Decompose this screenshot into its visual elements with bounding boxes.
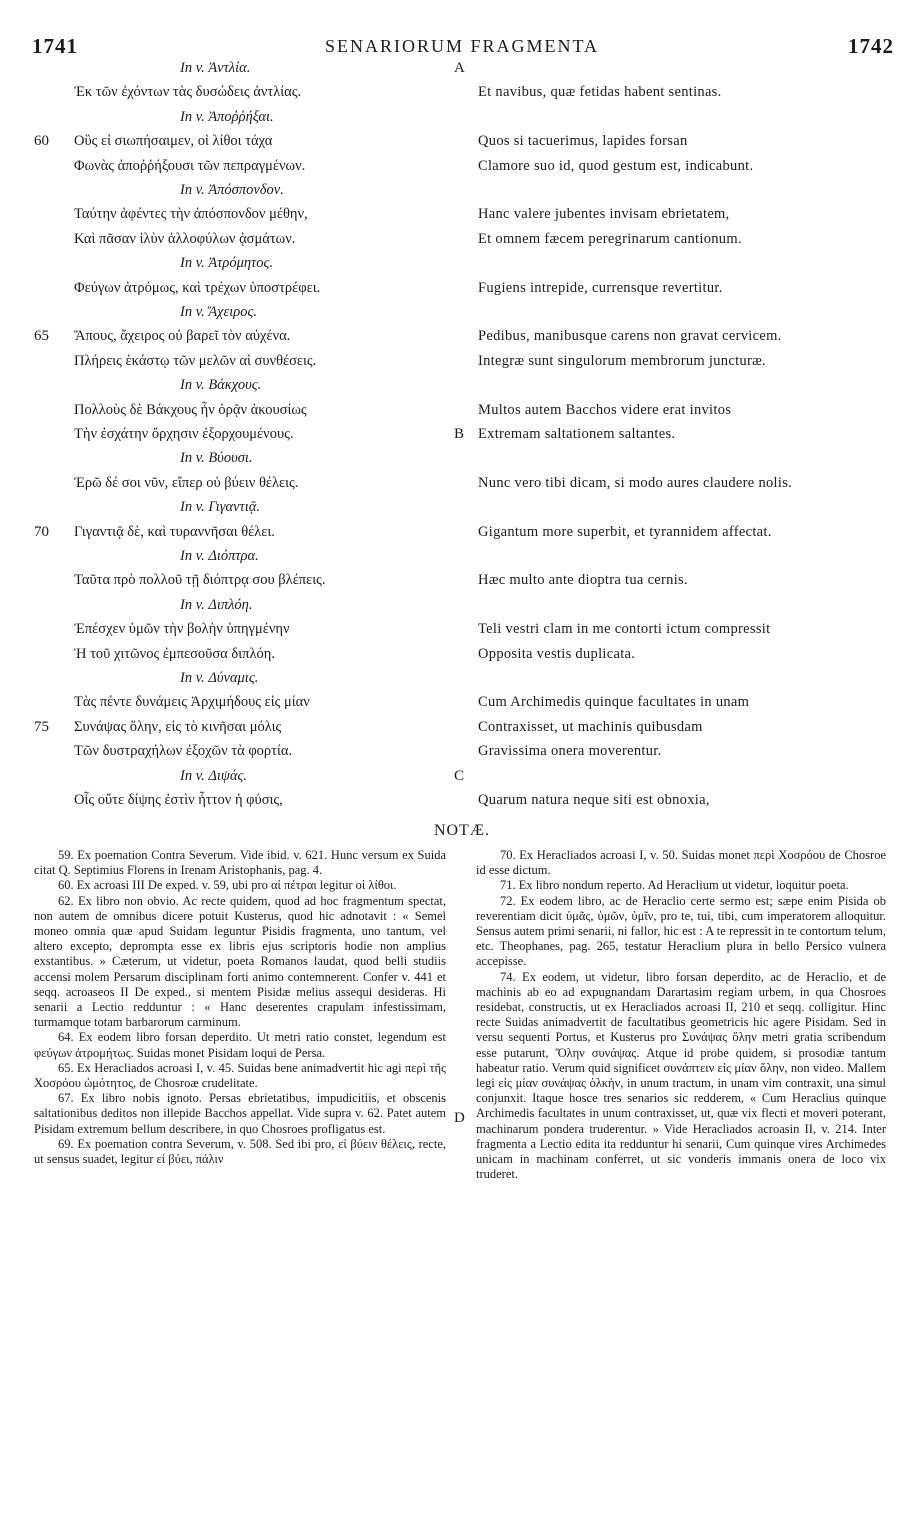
- verse-row: [0, 548, 924, 570]
- verse-row: [0, 646, 924, 668]
- right-page-number: 1742: [848, 34, 894, 58]
- verse-row: [0, 377, 924, 399]
- greek-verse: Καὶ πᾶσαν ἰλὺν ἀλλοφύλων ᾀσμάτων.: [74, 230, 296, 247]
- verse-row: [0, 133, 924, 155]
- greek-verse: Πλήρεις ἑκάστῳ τῶν μελῶν αἱ συνθέσεις.: [74, 352, 317, 369]
- greek-verse: Ἐπέσχεν ὑμῶν τὴν βολὴν ὑπηγμένην: [74, 621, 290, 638]
- lemma-heading: In v. Διόπτρα.: [180, 548, 259, 564]
- latin-translation: Pedibus, manibusque carens non gravat cervicem.: [478, 328, 782, 345]
- latin-translation: Quos si tacuerimus, lapides forsan: [478, 133, 688, 150]
- verse-row: [0, 694, 924, 716]
- verse-row: [0, 402, 924, 424]
- lemma-heading: In v. Ἀπόσπονδον.: [180, 182, 284, 198]
- latin-translation: Teli vestri clam in me contorti ictum compressit: [478, 621, 771, 638]
- lemma-heading: In v. Διπλόη.: [180, 596, 253, 613]
- latin-translation: Quarum natura neque siti est obnoxia,: [478, 792, 710, 808]
- notes-heading: NOTÆ.: [433, 822, 491, 839]
- greek-verse: Τὰς πέντε δυνάμεις Ἀρχιμήδους εἰς μίαν: [74, 694, 310, 711]
- latin-translation: Opposita vestis duplicata.: [478, 645, 636, 662]
- verse-number: 60: [34, 133, 49, 150]
- verse-row: [0, 328, 924, 350]
- greek-verse: Γιγαντιᾷ δὲ, καὶ τυραννῆσαι θέλει.: [74, 523, 275, 540]
- verse-row: [0, 499, 924, 521]
- notes-left-column: [34, 848, 446, 1167]
- note-paragraph: 65. Ex Heracliados acroasi I, v. 45. Suidas bene animadvertit hic agi περὶ τῆς Χοσρόου ὠμότητος, de Chosroæ crudelitate.: [34, 1060, 446, 1091]
- verse-row: [0, 206, 924, 228]
- latin-translation: Fugiens intrepide, currensque revertitur.: [478, 279, 723, 296]
- note-paragraph: 67. Ex libro nobis ignoto. Persas ebrietatibus, impudicitiis, et obscenis saltationibus deditos non illepide Bacchos appellat. Vide supra v. 62. Patet autem Pisidam extremum bellum describere, in quo Chosroes profligatus est.: [34, 1091, 446, 1136]
- lemma-heading: In v. Ἀτρόμητος.: [180, 255, 273, 272]
- greek-verse: Ἐρῶ δέ σοι νῦν, εἴπερ οὐ βύειν θέλεις.: [74, 474, 299, 491]
- latin-translation: Multos autem Bacchos videre erat invitos: [478, 401, 732, 418]
- verse-number: 70: [34, 523, 49, 540]
- latin-translation: Clamore suo id, quod gestum est, indicabunt.: [478, 157, 754, 174]
- greek-verse: Οὓς εἰ σιωπήσαιμεν, οἱ λίθοι τάχα: [74, 133, 273, 150]
- verse-row: [0, 109, 924, 131]
- note-paragraph: 59. Ex poemation Contra Severum. Vide ibid. v. 621. Hunc versum ex Suida citat Q. Septimius Florens in Irenam Aristophanis, pag. 4.: [34, 848, 446, 878]
- lemma-heading: In v. Βάκχους.: [180, 377, 262, 394]
- greek-verse: Συνάψας ὅλην, εἰς τὸ κινῆσαι μόλις: [74, 718, 282, 735]
- verse-row: [0, 572, 924, 594]
- verse-row: [0, 597, 924, 619]
- note-paragraph: 74. Ex eodem, ut videtur, libro forsan deperdito, ac de Heraclio, et de machinis ab eo ad expugnandam Darartasim regiam urbem, in qua Chosroes residebat, constructis, ut ex Heracliados acroasi II, 210 et seqq. colligitur. Hinc recte Suidas animadvertit de facultatibus geometricis hic agere Pisidam. Sed in versu sequenti Portus, et Kusterus pro Συνάψας ὅλην metri gratia scribendum esse putarunt, Ὅλην συνάψας. Atque id probe quidem, si prosodiæ tantum habeatur ratio. Verum quid significet συνάπτειν εἰς μίαν ὅλην, non video. Mallem legi εἰς μίαν συνάψας ὁλκὴν, in unum tractum, in unam vim contraxit, una simul conjunxit. Itaque hosce tres senarios sic redderem, « Cum Heraclius quinque Archimedis facultates in unum contraxisset, ut, quæ vix flecti et moveri poterant, machinarum pondera truderentur. » Vide Heracliados acroasin II, v. 214. Inter fragmenta a Lectio edita ita redduntur hi senarii, Cum quinque vires Archimedes unicam in machinam conferret, ut sic vonderis immanis onera de loco vix truderet.: [476, 969, 886, 1182]
- verse-row: [0, 280, 924, 302]
- verse-row: [0, 231, 924, 253]
- lemma-heading: In v. Γιγαντιᾷ.: [180, 499, 261, 516]
- note-paragraph: 60. Ex acroasi III De exped. v. 59, ubi pro αἱ πέτραι legitur οἱ λίθοι.: [58, 878, 397, 893]
- greek-verse: Ταύτην ἀφέντες τὴν ἀπόσπονδον μέθην,: [74, 206, 308, 223]
- latin-translation: Nunc vero tibi dicam, si modo aures claudere nolis.: [478, 474, 793, 491]
- running-title: SENARIORUM FRAGMENTA: [324, 36, 600, 56]
- margin-marker: C: [454, 767, 465, 784]
- note-paragraph: 70. Ex Heracliados acroasi I, v. 50. Suidas monet περὶ Χοσρόου de Chosroe id esse dictum.: [476, 848, 886, 878]
- verse-row: [0, 426, 924, 448]
- verse-row: [0, 670, 924, 692]
- verse-row: [0, 475, 924, 497]
- lemma-heading: In v. Δύναμις.: [180, 670, 259, 686]
- latin-translation: Extremam saltationem saltantes.: [478, 426, 676, 442]
- lemma-heading: In v. Ἀποῤῥήξαι.: [180, 108, 274, 125]
- latin-translation: Hæc multo ante dioptra tua cernis.: [478, 572, 688, 589]
- greek-verse: Οἷς οὔτε δίψης ἐστὶν ἧττον ἡ φύσις,: [74, 792, 283, 808]
- note-paragraph: 69. Ex poemation contra Severum, v. 508. Sed ibi pro, εἰ βύειν θέλεις, recte, ut sensus suadet, legitur εἰ βύει, πάλιν: [34, 1136, 446, 1167]
- latin-translation: Gigantum more superbit, et tyrannidem affectat.: [478, 523, 772, 540]
- verse-number: 75: [34, 718, 49, 735]
- greek-verse: Φεύγων ἀτρόμως, καὶ τρέχων ὑποστρέφει.: [74, 279, 321, 296]
- latin-translation: Gravissima onera moverentur.: [478, 743, 662, 760]
- verse-row: [0, 158, 924, 180]
- greek-verse: Ἄπους, ἄχειρος οὐ βαρεῖ τὸν αὐχένα.: [74, 328, 291, 345]
- note-paragraph: 71. Ex libro nondum reperto. Ad Heraclium ut videtur, loquitur poeta.: [500, 878, 849, 893]
- lemma-heading: In v. Διψάς.: [180, 767, 247, 784]
- latin-translation: Integræ sunt singulorum membrorum juncturæ.: [478, 352, 766, 369]
- greek-verse: Φωνὰς ἀποῤῥήξουσι τῶν πεπραγμένων.: [74, 157, 306, 174]
- lemma-heading: In v. Βύουσι.: [180, 450, 253, 467]
- greek-verse: Τῶν δυστραχήλων ἐξοχῶν τὰ φορτία.: [74, 743, 293, 760]
- verse-row: [0, 719, 924, 741]
- verse-row: [0, 182, 924, 204]
- lemma-heading: In v. Ἀντλία.: [180, 60, 251, 76]
- latin-translation: Cum Archimedis quinque facultates in unam: [478, 694, 750, 711]
- verse-row: [0, 255, 924, 277]
- greek-verse: Ταῦτα πρὸ πολλοῦ τῇ διόπτρᾳ σου βλέπεις.: [74, 572, 326, 589]
- verse-row: [0, 792, 924, 814]
- margin-marker-d: D: [454, 1110, 465, 1126]
- margin-marker: B: [454, 426, 465, 442]
- left-page-number: 1741: [32, 34, 78, 58]
- note-paragraph: 62. Ex libro non obvio. Ac recte quidem, quod ad hoc fragmentum spectat, non autem de omnibus dicere potuit Kusterus, quod hic adnotavit : « Semel moneo omnia quæ apud Suidam leguntur Pisidis fragmenta, uno tantum, vel altero excepto, deprompta esse ex libris ejus scriptoris hodie non amplius exstantibus. » Cæterum, ut videtur, poeta Romanos laudat, quod belli studiis accensi molem Persarum disciplinam forti animo contemnerent. Confer v. 441 et seqq. acroaseos II De exped., si mentem Pisidæ melius assequi desideras. Hi senarii a Lectio redduntur : « Hanc deserentes crapulam infestissimam, turmamque totam barbarorum carminum.: [34, 893, 446, 1030]
- greek-verse: Ἡ τοῦ χιτῶνος ἐμπεσοῦσα διπλόη.: [74, 645, 275, 662]
- greek-verse: Ἐκ τῶν ἐχόντων τὰς δυσώδεις ἀντλίας.: [74, 84, 302, 101]
- margin-marker: A: [454, 60, 465, 76]
- verse-row: [0, 450, 924, 472]
- verse-row: [0, 304, 924, 326]
- latin-translation: Hanc valere jubentes invisam ebrietatem,: [478, 206, 730, 223]
- latin-translation: Contraxisset, ut machinis quibusdam: [478, 718, 703, 735]
- note-paragraph: 72. Ex eodem libro, ac de Heraclio certe sermo est; sæpe enim Pisida ob reverentiam dicit ὑμᾶς, ὑμῶν, ὑμῖν, pro te, tui, tibi, cum imperatorem alloquitur. Sensus autem primi senarii, ni fallor, hic est : A te repressit in te contortum telum, etc. Theophanes, pag. 265, testatur Heraclium plura in bello Persico vulnera accepisse.: [476, 893, 886, 969]
- verse-row: [0, 768, 924, 790]
- verse-row: [0, 353, 924, 375]
- latin-translation: Et omnem fæcem peregrinarum cantionum.: [478, 230, 742, 247]
- greek-verse: Τὴν ἐσχάτην ὄρχησιν ἐξορχουμένους.: [74, 426, 294, 442]
- verse-row: [0, 524, 924, 546]
- verse-row: [0, 60, 924, 82]
- verse-row: [0, 743, 924, 765]
- latin-translation: Et navibus, quæ fetidas habent sentinas.: [478, 84, 722, 101]
- page-header: [0, 34, 924, 58]
- note-paragraph: 64. Ex eodem libro forsan deperdito. Ut metri ratio constet, legendum est φεύγων ἀτρομήτως. Suidas monet Pisidam loqui de Persa.: [34, 1030, 446, 1060]
- greek-verse: Πολλοὺς δὲ Βάκχους ἦν ὁρᾷν ἀκουσίως: [74, 401, 307, 418]
- verse-row: [0, 621, 924, 643]
- notes-right-column: [476, 848, 886, 1182]
- verse-number: 65: [34, 328, 49, 345]
- verse-row: [0, 84, 924, 106]
- lemma-heading: In v. Ἄχειρος.: [180, 304, 258, 320]
